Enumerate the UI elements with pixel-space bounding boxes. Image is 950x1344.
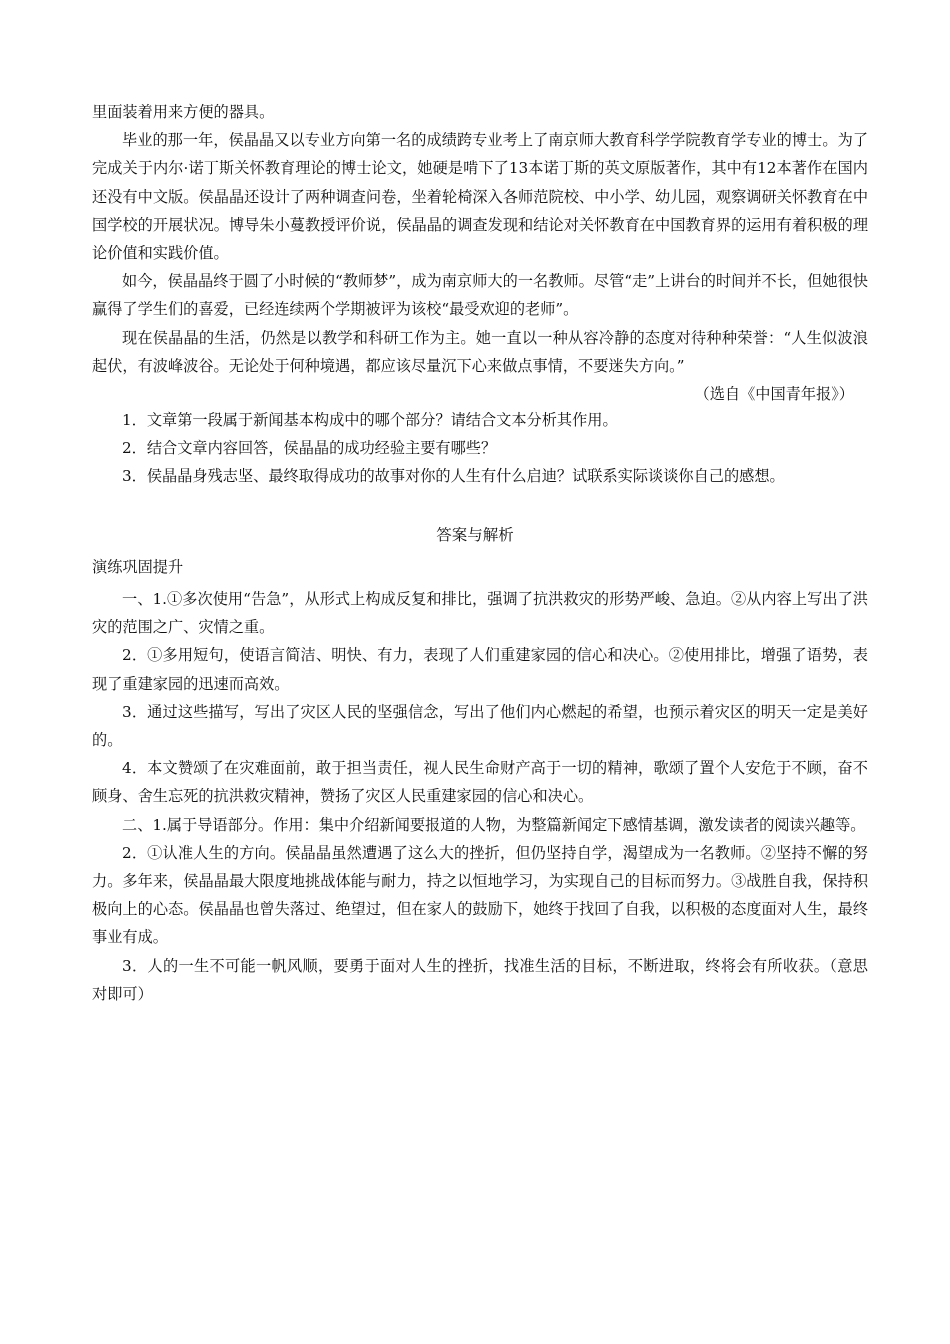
answer-item: 4．本文赞颂了在灾难面前，敢于担当责任，视人民生命财产高于一切的精神，歌颂了置个人安危于不顾，奋不顾身、舍生忘死的抗洪救灾精神，赞扬了灾区人民重建家园的信心和决心。 <box>92 759 868 806</box>
answer-item: 二、1.属于导语部分。作用：集中介绍新闻要报道的人物，为整篇新闻定下感情基调，激发读者的阅读兴趣等。 <box>122 815 866 834</box>
answer-item: 2．①多用短句，使语言简洁、明快、有力，表现了人们重建家园的信心和决心。②使用排比，增强了语势，表现了重建家园的迅速而高效。 <box>92 646 868 693</box>
answer-item: 3．通过这些描写，写出了灾区人民的坚强信念，写出了他们内心燃起的希望，也预示着灾区的明天一定是美好的。 <box>92 702 868 750</box>
article-paragraph: 里面装着用来方便的器具。 <box>92 103 275 121</box>
article-source: （选自《中国青年报》） <box>694 385 854 404</box>
question-list <box>92 406 868 491</box>
answer-list <box>92 585 868 1008</box>
section-title: 演练巩固提升 <box>92 558 184 576</box>
answer-item: 一、1.①多次使用“告急”，从形式上构成反复和排比，强调了抗洪救灾的形势严峻、急迫。②从内容上写出了洪灾的范围之广、灾情之重。 <box>92 590 868 637</box>
article-paragraph: 毕业的那一年，侯晶晶又以专业方向第一名的成绩跨专业考上了南京师大教育科学学院教育学专业的博士。为了完成关于内尔·诺丁斯关怀教育理论的博士论文，她硬是啃下了13本诺丁斯的英文原版著作，其中有12本著作在国内还没有中文版。侯晶晶还设计了两种调查问卷，坐着轮椅深入各师范院校、中小学、幼儿园，观察调研关怀教育在中国学校的开展状况。博导朱小蔓教授评价说，侯晶晶的调查发现和结论对关怀教育在中国教育界的运用有着积极的理论价值和实践价值。 <box>92 131 868 263</box>
answers-heading: 答案与解析 <box>436 526 514 544</box>
answer-item: 2．①认准人生的方向。侯晶晶虽然遭遇了这么大的挫折，但仍坚持自学，渴望成为一名教师。②坚持不懈的努力。多年来，侯晶晶最大限度地挑战体能与耐力，持之以恒地学习，为实现自己的目标而努力。③战胜自我，保持积极向上的心态。侯晶晶也曾失落过、绝望过，但在家人的鼓励下，她终于找回了自我，以积极的态度面对人生，最终事业有成。 <box>92 843 868 947</box>
article-paragraph: 如今，侯晶晶终于圆了小时候的“教师梦”，成为南京师大的一名教师。尽管“走”上讲台的时间并不长，但她很快赢得了学生们的喜爱，已经连续两个学期被评为该校“最受欢迎的老师”。 <box>92 272 868 319</box>
answer-item: 3．人的一生不可能一帆风顺，要勇于面对人生的挫折，找准生活的目标，不断进取，终将会有所收获。（意思对即可） <box>92 956 868 1003</box>
article-paragraph: 现在侯晶晶的生活，仍然是以教学和科研工作为主。她一直以一种从容冷静的态度对待种种荣誉：“人生似波浪起伏，有波峰波谷。无论处于何种境遇，都应该尽量沉下心来做点事情，不要迷失方向。” <box>92 328 868 375</box>
question-item: 2．结合文章内容回答，侯晶晶的成功经验主要有哪些？ <box>122 439 497 458</box>
question-item: 3．侯晶晶身残志坚、最终取得成功的故事对你的人生有什么启迪？试联系实际谈谈你自己的感想。 <box>122 467 785 486</box>
article-body <box>92 98 868 408</box>
question-item: 1．文章第一段属于新闻基本构成中的哪个部分？请结合文本分析其作用。 <box>122 411 618 429</box>
